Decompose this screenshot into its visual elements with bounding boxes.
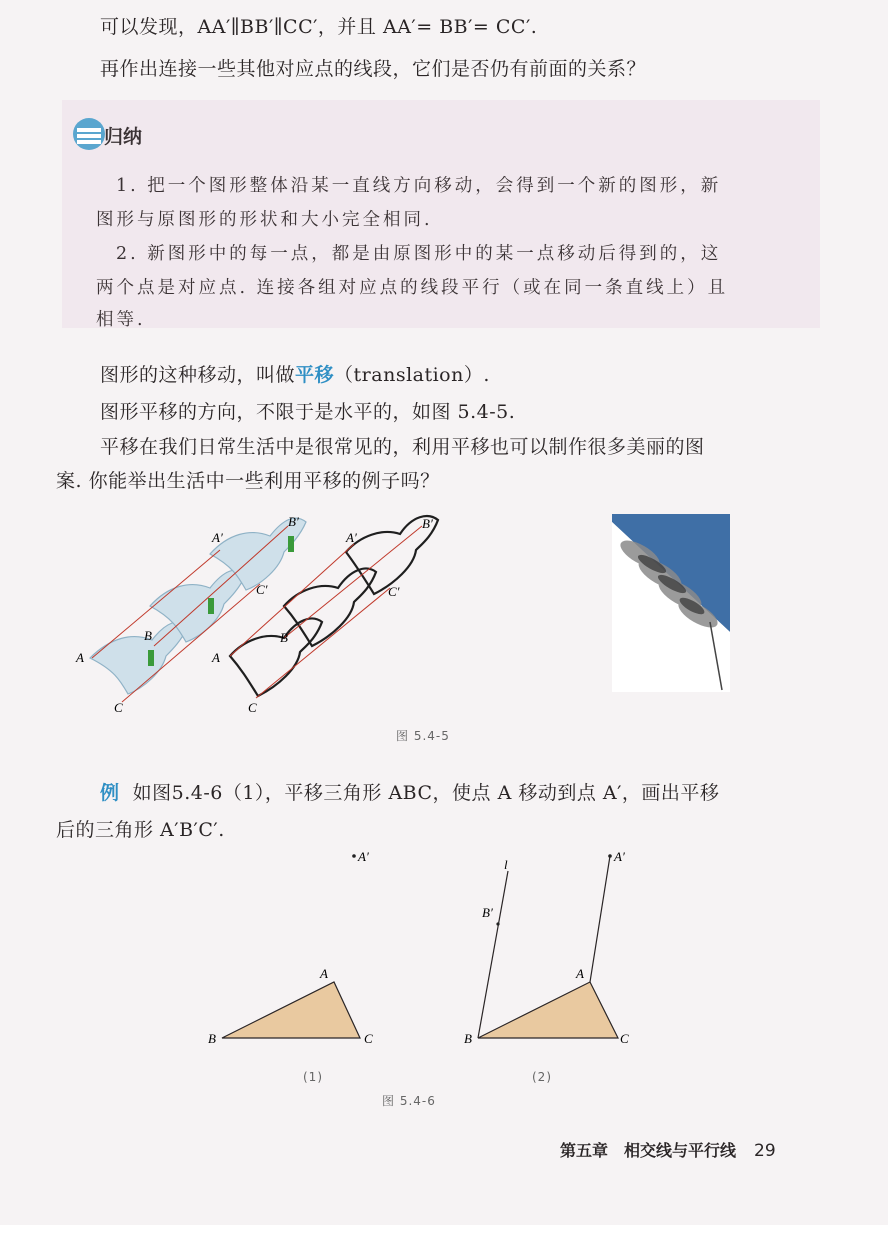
- fig545-label-C-right: C: [248, 700, 257, 715]
- fig545-label-A: A: [76, 650, 84, 665]
- fig546-2-label-C: C: [620, 1031, 629, 1046]
- fig546-2-label-B: B: [464, 1031, 472, 1046]
- fig546-1-label-B: B: [208, 1031, 216, 1046]
- summary-book-icon: [72, 115, 106, 153]
- life-line-2: 案. 你能举出生活中一些利用平移的例子吗？: [56, 470, 440, 492]
- figure-5-4-6-part-2: [464, 849, 629, 1046]
- figure-5-4-6-caption: 图 5.4-6: [382, 1094, 436, 1108]
- figure-5-4-5-doves: [70, 510, 470, 720]
- fig545-label-B-right: B: [280, 630, 288, 645]
- fig545-label-A-right: A: [212, 650, 220, 665]
- example-tag: 例: [100, 782, 120, 804]
- definition-line: [100, 360, 490, 387]
- summary-p1b: 图形与原图形的形状和大小完全相同.: [96, 210, 433, 230]
- text-line-question: 再作出连接一些其他对应点的线段，它们是否仍有前面的关系？: [100, 58, 647, 80]
- example-line-1: [100, 778, 719, 805]
- figure-5-4-6: [200, 845, 660, 1090]
- fig546-1-label-A: A: [320, 966, 328, 981]
- summary-p2a: 2. 新图形中的每一点，都是由原图形中的某一点移动后得到的，这: [116, 244, 722, 264]
- translation-photo: [612, 514, 730, 692]
- fig545-label-C: C: [114, 700, 123, 715]
- fig545-label-B1-right: B′: [422, 516, 433, 531]
- definition-pre: 图形的这种移动，叫做: [100, 364, 296, 386]
- definition-post: （translation）.: [334, 364, 490, 386]
- chapter-title: 第五章 相交线与平行线: [560, 1141, 737, 1160]
- fig545-label-C1: C′: [256, 582, 268, 597]
- bottom-margin: [0, 1225, 888, 1251]
- fig545-label-B1: B′: [288, 514, 299, 529]
- fig545-label-A1-right: A′: [346, 530, 357, 545]
- fig546-1-label-C: C: [364, 1031, 373, 1046]
- fig545-label-A1: A′: [212, 530, 223, 545]
- fig546-1-label-A1: A′: [358, 849, 369, 864]
- keyword-translation: 平移: [295, 364, 335, 386]
- figure-5-4-6-sub2: (2): [532, 1070, 552, 1084]
- fig545-label-B: B: [144, 628, 152, 643]
- page-number: 29: [754, 1141, 776, 1161]
- figure-5-4-6-part-1: [208, 849, 373, 1046]
- text-line-parallel: 可以发现，AA′∥BB′∥CC′，并且 AA′= BB′= CC′.: [100, 16, 538, 38]
- fig546-2-label-A: A: [576, 966, 584, 981]
- page-footer: [560, 1138, 776, 1161]
- example-line-2: 后的三角形 A′B′C′.: [56, 819, 225, 841]
- fig546-2-label-B1: B′: [482, 905, 493, 920]
- summary-p2b: 两个点是对应点. 连接各组对应点的线段平行（或在同一条直线上）且: [96, 278, 729, 298]
- direction-line: 图形平移的方向，不限于是水平的，如图 5.4-5.: [100, 401, 516, 423]
- example-text-1: 如图5.4-6（1），平移三角形 ABC，使点 A 移动到点 A′，画出平移: [132, 782, 720, 804]
- fig546-2-label-l: l: [504, 857, 508, 872]
- summary-p1a: 1. 把一个图形整体沿某一直线方向移动，会得到一个新的图形，新: [116, 176, 722, 196]
- figure-5-4-5-caption: 图 5.4-5: [396, 729, 450, 743]
- fig546-2-label-A1: A′: [614, 849, 625, 864]
- fig545-label-C1-right: C′: [388, 584, 400, 599]
- figure-5-4-6-sub1: (1): [303, 1070, 323, 1084]
- life-line-1: 平移在我们日常生活中是很常见的，利用平移也可以制作很多美丽的图: [100, 436, 705, 458]
- summary-title: 归纳: [104, 126, 143, 148]
- summary-box: [62, 100, 820, 328]
- summary-p2c: 相等.: [96, 310, 146, 330]
